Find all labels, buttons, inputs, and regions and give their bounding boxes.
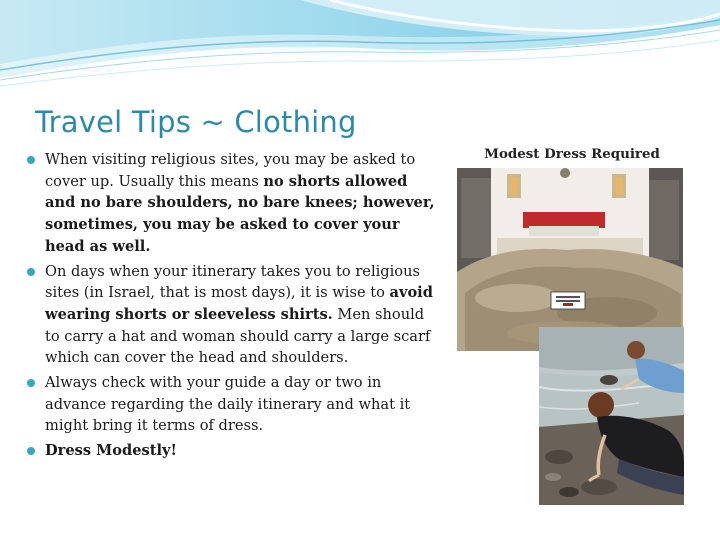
tips-list [24, 149, 436, 465]
bullet-icon [27, 268, 35, 276]
tip-text-emphasis: Dress Modestly! [45, 442, 177, 460]
tip-text: On days when your itinerary takes you to religious sites (in Israel, that is most days), it is wise to [45, 262, 420, 302]
header-wave-decoration [0, 0, 720, 100]
shore-photo [539, 327, 684, 505]
page-title: Travel Tips ~ Clothing [35, 105, 357, 139]
tip-item [24, 440, 436, 462]
tip-item [24, 149, 436, 258]
tip-item [24, 261, 436, 370]
tip-text: Men should to carry a hat and woman should carry a large scarf which can cover the head and shoulders. [45, 305, 431, 367]
photo-caption: Modest Dress Required [484, 146, 660, 162]
bullet-icon [27, 156, 35, 164]
bullet-icon [27, 379, 35, 387]
tip-text: When visiting religious sites, you may be asked to cover up. Usually this means [45, 151, 416, 190]
tip-item [24, 372, 436, 437]
tip-text-emphasis: avoid wearing shorts or sleeveless shirts. [45, 284, 433, 323]
church-interior-photo [457, 168, 683, 351]
bullet-icon [27, 447, 35, 455]
tip-text: Always check with your guide a day or two in advance regarding the daily itinerary and what it might bring it terms of dress. [45, 374, 411, 435]
tip-text-emphasis: no shorts allowed and no bare shoulders, no bare knees; however, sometimes, you may be asked to cover your head as well. [45, 172, 435, 255]
